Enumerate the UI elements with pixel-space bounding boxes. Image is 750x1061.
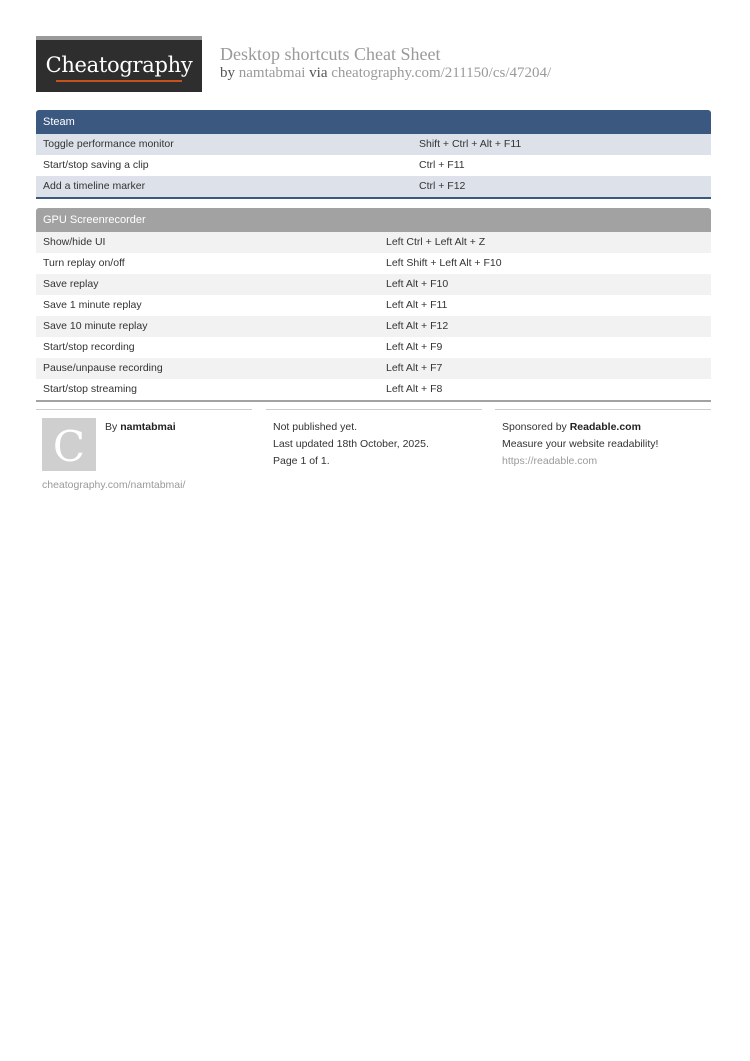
byline-via: via	[309, 65, 328, 81]
shortcut-row	[36, 134, 711, 155]
shortcut-row	[36, 274, 711, 295]
byline-by: by	[220, 65, 235, 81]
shortcut-keys: Left Alt + F7	[386, 362, 443, 374]
shortcut-action: Pause/unpause recording	[43, 362, 163, 374]
last-updated: Last updated 18th October, 2025.	[273, 438, 429, 450]
cheatography-logo[interactable]	[36, 36, 202, 92]
shortcut-row	[36, 253, 711, 274]
footer-divider	[36, 409, 252, 410]
shortcut-action: Save replay	[43, 278, 99, 290]
shortcut-action: Save 1 minute replay	[43, 299, 142, 311]
steam-section-title: Steam	[36, 110, 711, 134]
shortcut-keys: Left Alt + F12	[386, 320, 449, 332]
logo-underline	[56, 80, 182, 82]
sponsor-link[interactable]: Readable.com	[569, 421, 641, 433]
shortcut-action: Show/hide UI	[43, 236, 106, 248]
gpu-section-title: GPU Screenrecorder	[36, 208, 711, 232]
shortcut-row	[36, 295, 711, 316]
byline	[220, 65, 551, 82]
shortcut-action: Start/stop streaming	[43, 383, 137, 395]
avatar-letter: C	[52, 422, 86, 471]
sponsor-line	[502, 421, 641, 433]
shortcut-row	[36, 232, 711, 253]
logo-text: Cheatography	[45, 53, 193, 77]
sponsor-url-link[interactable]: https://readable.com	[502, 455, 598, 467]
shortcut-row	[36, 379, 711, 400]
shortcut-keys: Left Shift + Left Alt + F10	[386, 257, 502, 269]
shortcut-action: Add a timeline marker	[43, 180, 146, 192]
page-number: Page 1 of 1.	[273, 455, 330, 467]
shortcut-keys: Left Ctrl + Left Alt + Z	[386, 236, 486, 248]
shortcut-keys: Left Alt + F10	[386, 278, 449, 290]
footer-author	[105, 421, 176, 433]
author-link[interactable]: namtabmai	[238, 65, 306, 81]
page-title: Desktop shortcuts Cheat Sheet	[220, 44, 441, 64]
shortcut-row	[36, 358, 711, 379]
shortcut-action: Start/stop saving a clip	[43, 159, 149, 171]
shortcut-action: Turn replay on/off	[43, 257, 125, 269]
shortcut-keys: Shift + Ctrl + Alt + F11	[419, 138, 522, 150]
shortcut-action: Start/stop recording	[43, 341, 135, 353]
footer-by: By	[105, 421, 118, 433]
shortcut-keys: Left Alt + F9	[386, 341, 443, 353]
footer-author-link[interactable]: namtabmai	[120, 421, 176, 433]
shortcut-row	[36, 337, 711, 358]
footer-divider	[495, 409, 711, 410]
published-status: Not published yet.	[273, 421, 358, 433]
avatar[interactable]	[42, 418, 96, 471]
gpu-screenrecorder-section	[36, 208, 711, 402]
sponsored-by: Sponsored by	[502, 421, 567, 433]
shortcut-keys: Ctrl + F12	[419, 180, 466, 192]
author-profile-link[interactable]: cheatography.com/namtabmai/	[42, 479, 186, 491]
footer-divider	[266, 409, 482, 410]
shortcut-keys: Left Alt + F8	[386, 383, 443, 395]
shortcut-row	[36, 176, 711, 197]
shortcut-row	[36, 316, 711, 337]
sheet-url-link[interactable]: cheatography.com/211150/cs/47204/	[331, 65, 552, 81]
sponsor-tagline: Measure your website readability!	[502, 438, 659, 450]
shortcut-row	[36, 155, 711, 176]
shortcut-keys: Ctrl + F11	[419, 159, 465, 171]
shortcut-action: Toggle performance monitor	[43, 138, 174, 150]
shortcut-keys: Left Alt + F11	[386, 299, 448, 311]
steam-section	[36, 110, 711, 199]
shortcut-action: Save 10 minute replay	[43, 320, 148, 332]
